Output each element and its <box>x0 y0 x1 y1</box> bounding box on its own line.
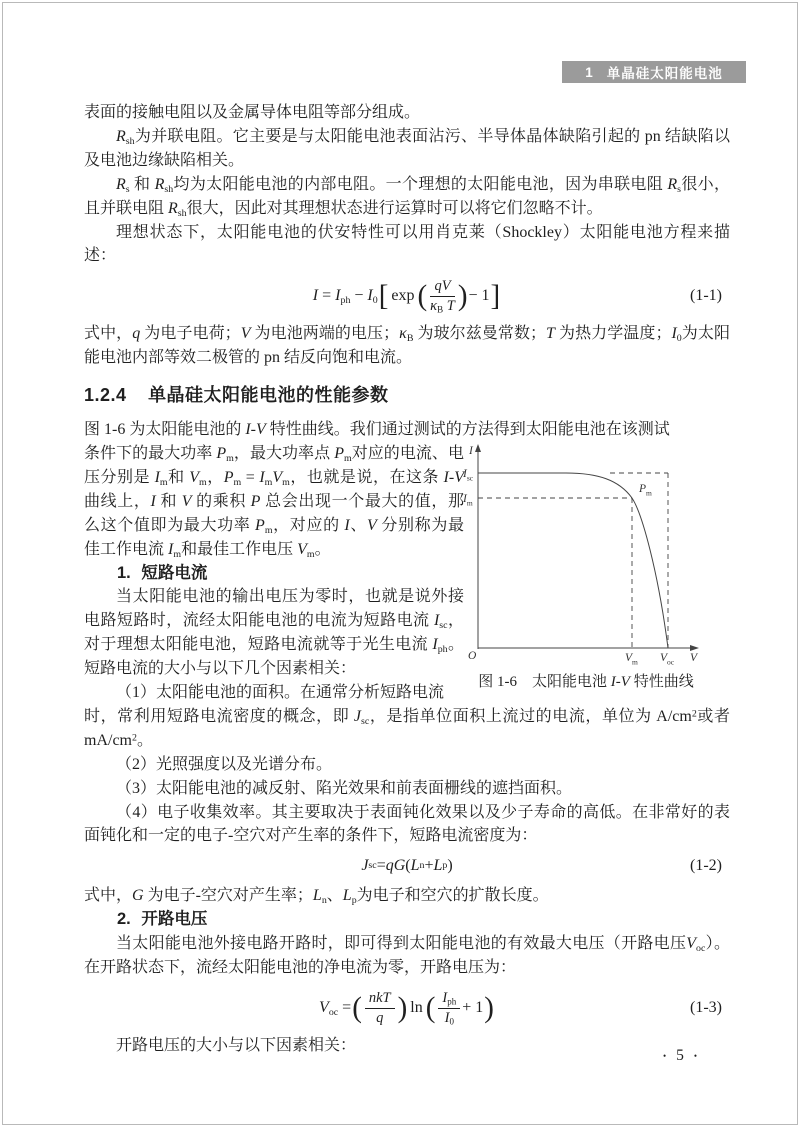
page-content <box>84 101 730 1058</box>
text-wrap-column <box>84 442 464 705</box>
chapter-number: 1 <box>585 64 594 80</box>
body-paragraph: 条件下的最大功率 $P_m$，最大功率点 $P_m$对应的电流、电压分别是 $I_m$和 $V_m$，$P_m = I_mV_m$，也就是说，在这条 I-V 曲线上，I 和 V 的乘积 P 总会出现一个最大的值，那么这个值即为最大功率 $P_m$，对应的 I、V 分别称为最佳工作电流 $I_m$和最佳工作电压 $V_m$。 <box>84 444 464 560</box>
equation-1-1-body <box>313 278 501 314</box>
equation-1-2-number: (1-2) <box>690 857 722 875</box>
body-paragraph: 图 1-6 为太阳能电池的 I-V 特性曲线。我们通过测试的方法得到太阳能电池在该测试 <box>84 421 670 439</box>
body-paragraph: 当太阳能电池外接电路开路时，即可得到太阳能电池的有效最大电压（开路电压$V_{oc}$）。在开路状态下，流经太阳能电池的净电流为零，开路电压为： <box>84 935 730 977</box>
eq1-paren-open: ( <box>417 279 428 313</box>
section-number: 1.2.4 <box>84 385 127 406</box>
page-number-dot-right: • <box>693 1050 698 1061</box>
page-number <box>636 1047 724 1065</box>
body-paragraph: （1）太阳能电池的面积。在通常分析短路电流 <box>116 684 445 702</box>
section-title: 单晶硅太阳能电池的性能参数 <box>148 385 389 406</box>
list-item: （4）电子收集效率。其主要取决于表面钝化效果以及少子寿命的高低。在非常好的表面钝化和一定的电子-空穴对产生率的条件下，短路电流密度为： <box>84 803 730 845</box>
eq3-numerator-1: nkT <box>365 990 395 1009</box>
x-axis-arrow <box>690 645 699 651</box>
subsection-number: 2. <box>117 910 131 929</box>
list-item: （3）太阳能电池的减反射、陷光效果和前表面栅线的遮挡面积。 <box>116 779 573 797</box>
voc-tick-label: $V_{oc}$ <box>660 652 675 667</box>
body-paragraph: 式中，G 为电子-空穴对产生率；$L_n$、$L_p$为电子和空穴的扩散长度。 <box>84 887 549 907</box>
body-paragraph: $R_{sh}$为并联电阻。它主要是与太阳能电池表面沾污、半导体晶体缺陷引起的 pn 结缺陷以及电池边缘缺陷相关。 <box>84 127 730 169</box>
chapter-title: 单晶硅太阳能电池 <box>606 66 723 81</box>
eq1-lhs: $I = I_{ph} - I_0$ <box>312 287 378 307</box>
eq1-bracket-open: [ <box>378 279 389 313</box>
eq3-paren-open-2: ( <box>425 991 436 1024</box>
eq3-fraction-1 <box>365 990 395 1026</box>
section-heading <box>84 384 730 408</box>
eq1-fraction <box>430 278 455 314</box>
equation-1-1 <box>84 275 730 317</box>
eq3-post: + 1 <box>462 999 484 1017</box>
equation-1-3 <box>84 987 730 1029</box>
im-tick-label: $I_m$ <box>463 493 473 508</box>
eq1-post: − 1 <box>468 287 490 305</box>
x-axis-label: V <box>690 652 698 664</box>
chapter-header-bar <box>562 61 746 83</box>
subsection-heading <box>84 562 464 586</box>
body-paragraph: 时，常利用短路电流密度的概念，即 $J_{sc}$，是指单位面积上流过的电流，单位为 $A/cm^2$或者 $mA/cm^2$。 <box>84 707 730 749</box>
page-number-value: 5 <box>676 1047 684 1064</box>
eq1-exp: exp <box>391 287 415 305</box>
eq3-paren-open: ( <box>352 991 362 1024</box>
equation-1-1-number: (1-1) <box>690 287 722 305</box>
body-paragraph: 式中，q 为电子电荷；V 为电池两端的电压；$\kappa_B$ 为玻尔兹曼常数；T 为热力学温度；$I_0$为太阳能电池内部等效二极管的 pn 结反向饱和电流。 <box>84 325 730 367</box>
eq3-ln: ln <box>410 999 423 1017</box>
eq3-fraction-2 <box>438 990 460 1026</box>
y-axis-label: I <box>469 445 473 457</box>
subsection-number: 1. <box>117 563 131 582</box>
figure-iv-curve <box>458 443 714 697</box>
body-paragraph: 开路电压的大小与以下因素相关： <box>116 1037 357 1054</box>
pm-point-label: $P_m$ <box>639 483 652 498</box>
iv-curve-plot <box>463 443 708 667</box>
body-paragraph: $R_s$ 和 $R_{sh}$均为太阳能电池的内部电阻。一个理想的太阳能电池，因为串联电阻 $R_s$很小，且并联电阻 $R_{sh}$很大，因此对其理想状态进行运算时可以将它们忽略不计。 <box>84 175 730 219</box>
subsection-title: 开路电压 <box>141 910 208 929</box>
y-axis-arrow <box>475 444 481 452</box>
eq1-paren-close: ) <box>457 279 468 313</box>
equation-1-3-body <box>319 990 495 1026</box>
iv-curve <box>478 473 668 648</box>
eq3-paren-close: ) <box>397 991 408 1024</box>
equation-1-3-number: (1-3) <box>690 999 722 1017</box>
eq3-denominator-2: $I_0$ <box>444 1009 454 1027</box>
page-number-dot-left: • <box>662 1050 667 1061</box>
body-paragraph: 表面的接触电阻以及金属导体电阻等部分组成。 <box>84 104 421 121</box>
eq3-denominator-1: q <box>376 1009 384 1026</box>
eq3-lhs: $V_{oc}$ = <box>319 999 352 1019</box>
equation-1-2-body: J sc = qG ( L n + L p ) <box>361 857 453 875</box>
body-paragraph: 当太阳能电池的输出电压为零时，也就是说外接电路短路时，流经太阳能电池的电流为短路电流 $I_{sc}$，对于理想太阳能电池，短路电流就等于光生电流 $I_{ph}$。短路电流的大小与以下几个因素相关： <box>84 588 464 678</box>
eq1-bracket-close: ] <box>490 279 501 313</box>
eq3-numerator-2: $I_{ph}$ <box>438 990 460 1009</box>
isc-tick-label: $I_{sc}$ <box>463 468 474 483</box>
construction-dashed-lines <box>478 473 668 648</box>
subsection-title: 短路电流 <box>141 563 208 582</box>
origin-label: O <box>468 650 477 662</box>
subsection-heading <box>84 908 730 932</box>
body-paragraph: 理想状态下，太阳能电池的伏安特性可以用肖克莱（Shockley）太阳能电池方程来描述： <box>84 223 730 265</box>
eq3-paren-close-2: ) <box>484 991 494 1024</box>
eq1-denominator: $\kappa_B$ T <box>430 297 455 315</box>
figure-caption: 图 1-6 太阳能电池 I-V 特性曲线 <box>478 674 694 690</box>
list-item: （2）光照强度以及光谱分布。 <box>116 755 333 773</box>
equation-1-2 <box>84 852 730 880</box>
eq1-numerator: qV <box>430 278 454 297</box>
vm-tick-label: $V_m$ <box>625 652 638 667</box>
